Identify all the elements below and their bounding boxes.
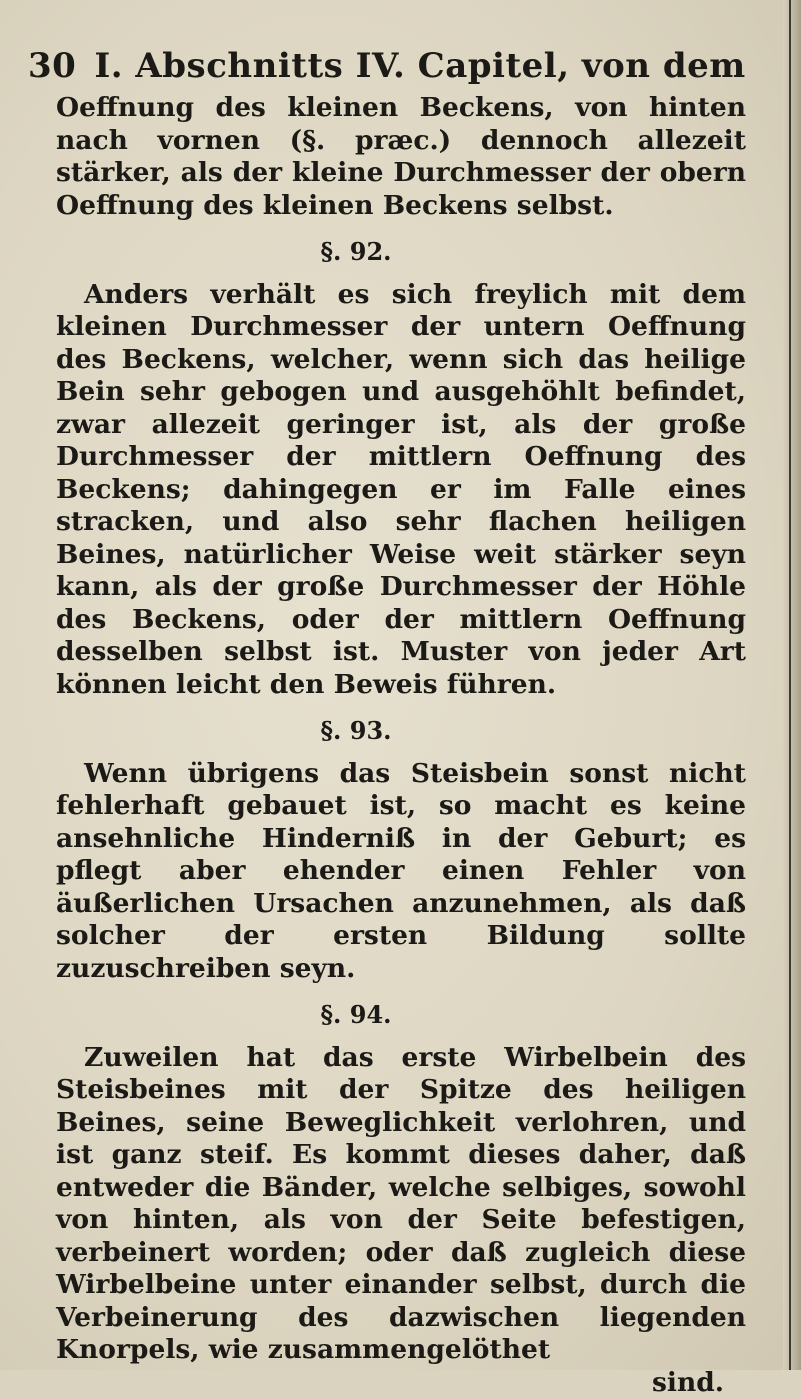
running-head-title: I. Abschnitts IV. Capitel, von dem [94, 46, 745, 86]
section-heading-93: §. 93. [56, 715, 746, 748]
binding-line [789, 0, 791, 1370]
paragraph-4: Zuweilen hat das erste Wirbelbein des Steisbeines mit der Spitze des heiligen Beines, seine Beweglichkeit verlohren, und ist ganz steif. Es kommt dieses daher, daß entweder die Bänder, welche selbiges, sowohl von hinten, als von der Seite befestigen, verbeinert worden; oder daß zugleich diese Wirbelbeine unter einander selbst, durch die Verbeinerung des dazwischen liegenden Knorpels, wie zusammengelöthet [56, 1042, 746, 1367]
section-heading-94: §. 94. [56, 999, 746, 1032]
paragraph-1: Oeffnung des kleinen Beckens, von hinten nach vornen (§. præc.) dennoch allezeit stärker, als der kleine Durchmesser der obern Oeffnung des kleinen Beckens selbst. [56, 92, 746, 222]
running-head [28, 46, 748, 86]
paragraph-2: Anders verhält es sich freylich mit dem kleinen Durchmesser der untern Oeffnung des Beckens, welcher, wenn sich das heilige Bein sehr gebogen und ausgehöhlt befindet, zwar allezeit geringer ist, als der große Durchmesser der mittlern Oeffnung des Beckens; dahingegen er im Falle eines stracken, und also sehr flachen heiligen Beines, natürlicher Weise weit stärker seyn kann, als der große Durchmesser der Höhle des Beckens, oder der mittlern Oeffnung desselben selbst ist. Muster von jeder Art können leicht den Beweis führen. [56, 279, 746, 702]
catchword: sind. [56, 1367, 746, 1399]
page-number: 30 [28, 46, 76, 86]
body-text [56, 92, 746, 1399]
paragraph-3: Wenn übrigens das Steisbein sonst nicht fehlerhaft gebauet ist, so macht es keine ansehnliche Hinderniß in der Geburt; es pflegt aber ehender einen Fehler von äußerlichen Ursachen anzunehmen, als daß solcher der ersten Bildung sollte zuzuschreiben seyn. [56, 758, 746, 986]
section-heading-92: §. 92. [56, 236, 746, 269]
page-edge [783, 0, 801, 1370]
